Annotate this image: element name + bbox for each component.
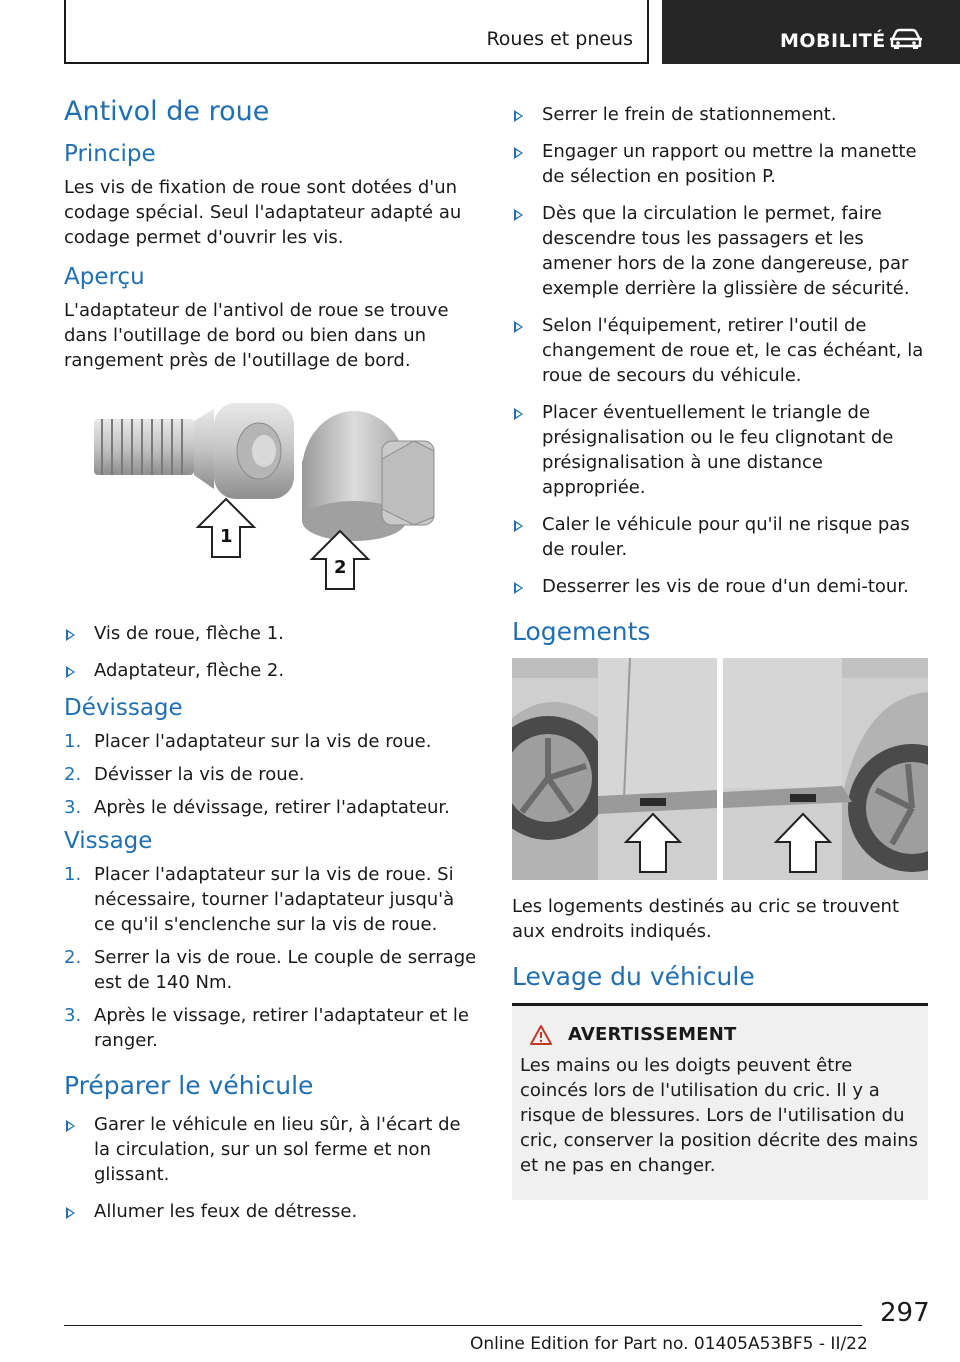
list-item: 2. Serrer la vis de roue. Le couple de serrage est de 140 Nm. bbox=[64, 947, 477, 993]
left-column bbox=[64, 96, 478, 1236]
preparer-list bbox=[64, 1112, 478, 1224]
jack-points-illustration bbox=[512, 658, 928, 880]
bullet-triangle-icon bbox=[514, 209, 523, 221]
list-item: Desserrer les vis de roue d'un demi-tour. bbox=[512, 574, 928, 599]
list-item: 1. Placer l'adaptateur sur la vis de roue. bbox=[64, 731, 432, 752]
preparer-list-continued bbox=[512, 102, 928, 599]
figure-label-1: 1 bbox=[220, 526, 233, 547]
heading-principe: Principe bbox=[64, 141, 156, 167]
list-item: Garer le véhicule en lieu sûr, à l'écart de la circulation, sur un sol ferme et non glissant. bbox=[64, 1112, 478, 1187]
bullet-triangle-icon bbox=[66, 1207, 75, 1219]
list-item: Selon l'équipement, retirer l'outil de changement de roue et, le cas échéant, la roue de secours du véhicule. bbox=[512, 313, 928, 388]
header-section-box bbox=[64, 0, 649, 64]
bullet-triangle-icon bbox=[66, 666, 75, 678]
heading-preparer: Préparer le véhicule bbox=[64, 1071, 314, 1100]
heading-devissage: Dévissage bbox=[64, 695, 183, 721]
vissage-steps bbox=[64, 862, 478, 1053]
bullet-triangle-icon bbox=[514, 582, 523, 594]
list-item: Allumer les feux de détresse. bbox=[64, 1199, 478, 1224]
heading-logements: Logements bbox=[512, 617, 651, 646]
right-column bbox=[512, 102, 928, 1200]
footer-edition: Online Edition for Part no. 01405A53BF5 - II/22 bbox=[470, 1334, 868, 1354]
devissage-steps bbox=[64, 729, 478, 820]
list-item: 3. Après le vissage, retirer l'adaptateur et le ranger. bbox=[64, 1005, 469, 1051]
warning-text: Les mains ou les doigts peuvent être coincés lors de l'utilisation du cric. Il y a risque de blessures. Lors de l'utilisation du cric, conserver la position décrite des mains et ne pas en changer. bbox=[520, 1055, 919, 1176]
apercu-text: L'adaptateur de l'antivol de roue se trouve dans l'outillage de bord ou bien dans un rangement près de l'outillage de bord. bbox=[64, 300, 449, 371]
bullet-triangle-icon bbox=[514, 408, 523, 420]
list-item: Serrer le frein de stationnement. bbox=[512, 102, 928, 127]
page-number: 297 bbox=[880, 1298, 930, 1328]
list-item: Placer éventuellement le triangle de présignalisation ou le feu clignotant de présignalisation à une distance appropriée. bbox=[512, 400, 928, 500]
warning-triangle-icon bbox=[530, 1025, 552, 1045]
bullet-triangle-icon bbox=[514, 110, 523, 122]
car-icon bbox=[888, 26, 924, 50]
heading-vissage: Vissage bbox=[64, 828, 153, 854]
figure-legend bbox=[64, 621, 478, 683]
bullet-triangle-icon bbox=[66, 1120, 75, 1132]
page-title: Antivol de roue bbox=[64, 96, 270, 127]
wheel-lock-illustration bbox=[64, 399, 478, 609]
warning-title: AVERTISSEMENT bbox=[568, 1024, 737, 1045]
footer-divider bbox=[64, 1325, 862, 1326]
heading-levage: Levage du véhicule bbox=[512, 962, 755, 991]
header-section-title: Roues et pneus bbox=[486, 28, 633, 50]
header-chapter-box bbox=[662, 0, 960, 64]
list-item: Dès que la circulation le permet, faire descendre tous les passagers et les amener hors de la zone dangereuse, par exemple derrière la glissière de sécurité. bbox=[512, 201, 928, 301]
warning-box bbox=[512, 1003, 928, 1200]
list-item: Engager un rapport ou mettre la manette de sélection en position P. bbox=[512, 139, 928, 189]
figure-label-2: 2 bbox=[334, 557, 347, 578]
list-item: 1. Placer l'adaptateur sur la vis de roue. Si nécessaire, tourner l'adaptateur jusqu'à ce qu'il s'enclenche sur la vis de roue. bbox=[64, 864, 455, 935]
bullet-triangle-icon bbox=[514, 520, 523, 532]
bullet-triangle-icon bbox=[66, 629, 75, 641]
list-item: Caler le véhicule pour qu'il ne risque pas de rouler. bbox=[512, 512, 928, 562]
warning-header bbox=[520, 1024, 920, 1045]
list-item: Adaptateur, flèche 2. bbox=[64, 658, 478, 683]
list-item: 2. Dévisser la vis de roue. bbox=[64, 764, 305, 785]
logements-text: Les logements destinés au cric se trouvent aux endroits indiqués. bbox=[512, 896, 900, 942]
header-chapter-title: MOBILITÉ bbox=[780, 30, 886, 52]
principe-text: Les vis de fixation de roue sont dotées d'un codage spécial. Seul l'adaptateur adapté au codage permet d'ouvrir les vis. bbox=[64, 177, 462, 248]
wheel-lock-figure bbox=[64, 399, 478, 609]
bullet-triangle-icon bbox=[514, 321, 523, 333]
bullet-triangle-icon bbox=[514, 147, 523, 159]
jack-points-figure bbox=[512, 658, 928, 880]
list-item: 3. Après le dévissage, retirer l'adaptateur. bbox=[64, 797, 450, 818]
list-item: Vis de roue, flèche 1. bbox=[64, 621, 478, 646]
heading-apercu: Aperçu bbox=[64, 264, 145, 290]
